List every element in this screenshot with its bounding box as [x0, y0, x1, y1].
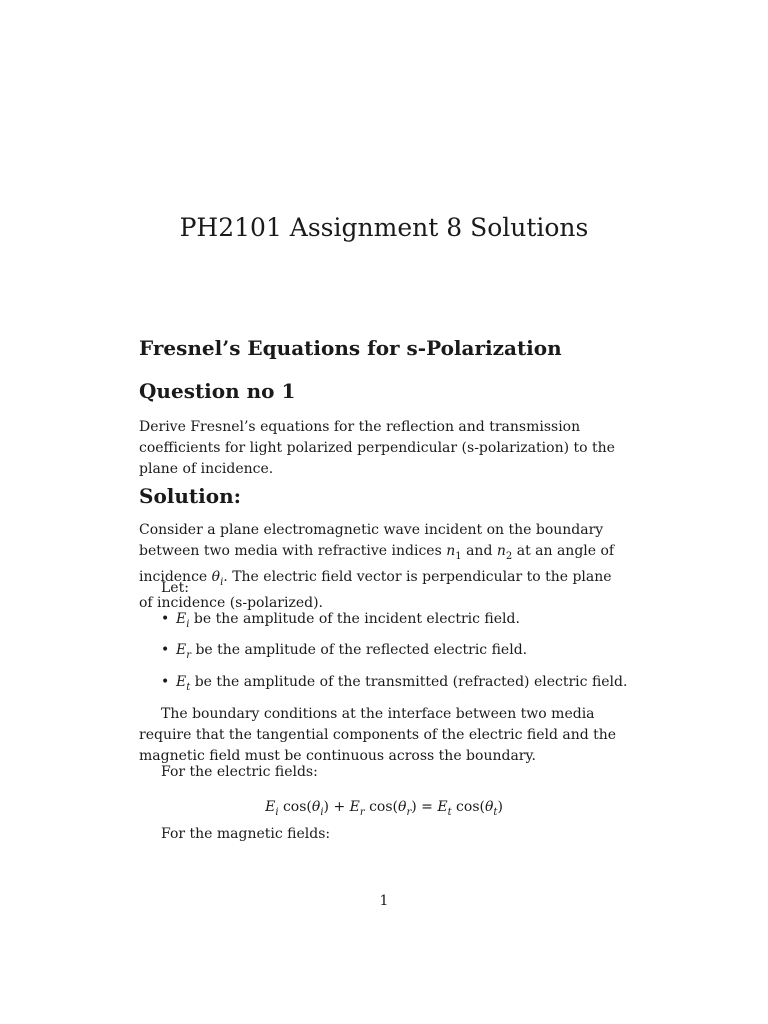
boundary-equation: $E_i$ $\cos(\theta_i) + E_r$ $\cos(\theta_r) = E_t$ $\cos(\theta_t)$ — [265, 799, 503, 818]
magnetic-fields-label: For the magnetic fields: — [161, 826, 331, 842]
intro-text-3: . The electric field vector is perpendicular to the plane of incidence (s-polarized). — [139, 568, 612, 611]
theta-symbol: θ — [211, 568, 221, 585]
let-text: Let: — [161, 580, 189, 596]
question-text: Derive Fresnel’s equations for the reflection and transmission coefficients for light polarized perpendicular (s-polarization) to the plane of incidence. — [139, 419, 615, 477]
solution-heading: Solution: — [139, 484, 242, 508]
bullet-var: E — [176, 611, 187, 627]
n2-symbol: n — [496, 543, 506, 559]
document-title: PH2101 Assignment 8 Solutions — [179, 213, 589, 242]
bullet-dot-icon: • — [161, 642, 170, 658]
theta-subscript: i — [220, 576, 224, 588]
bullet-text: be the amplitude of the incident electric field. — [189, 611, 520, 627]
bullet-var: E — [176, 674, 187, 690]
intro-and: and — [461, 543, 497, 559]
bullet-sub: t — [186, 681, 191, 693]
bullet-dot-icon: • — [161, 611, 170, 627]
bullet-transmitted — [161, 672, 627, 698]
bullet-var: E — [176, 642, 187, 658]
intro-text-1: Consider a plane electromagnetic wave incident on the boundary between two media with refractive indices — [139, 522, 604, 559]
bullet-sub: r — [186, 649, 192, 661]
section-heading: Fresnel’s Equations for s-Polarization — [139, 336, 562, 360]
n1-symbol: n — [446, 543, 456, 559]
n2-subscript: 2 — [505, 550, 513, 562]
bullet-dot-icon: • — [161, 674, 170, 690]
question-heading: Question no 1 — [139, 379, 296, 403]
bullet-text: be the amplitude of the transmitted (refracted) electric field. — [190, 674, 628, 690]
bullet-text: be the amplitude of the reflected electric field. — [191, 642, 528, 658]
intro-text-2: at an angle of incidence — [139, 543, 615, 585]
intro-paragraph — [139, 520, 629, 614]
bullet-sub: i — [186, 618, 190, 630]
bullet-incident — [161, 609, 520, 635]
electric-fields-label: For the electric fields: — [161, 764, 318, 780]
page-number: 1 — [379, 893, 389, 909]
boundary-paragraph: The boundary conditions at the interface between two media require that the tangential components of the electric field and the magnetic field must be continuous across the boundary. — [139, 706, 617, 764]
n1-subscript: 1 — [455, 550, 462, 562]
bullet-reflected — [161, 640, 527, 666]
